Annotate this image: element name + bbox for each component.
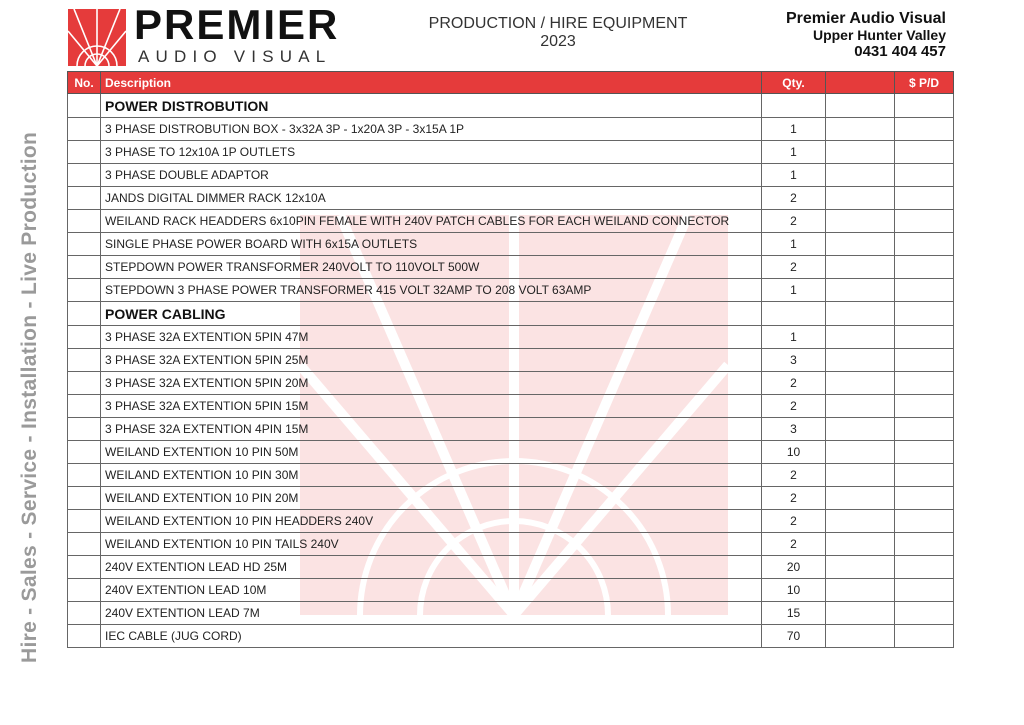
qty-cell: 1 bbox=[762, 141, 826, 164]
price-cell bbox=[895, 579, 954, 602]
qty-cell: 2 bbox=[762, 487, 826, 510]
table-row bbox=[68, 441, 954, 464]
description-cell: 240V EXTENTION LEAD HD 25M bbox=[101, 556, 762, 579]
qty-cell: 10 bbox=[762, 579, 826, 602]
description-cell: 3 PHASE 32A EXTENTION 5PIN 15M bbox=[101, 395, 762, 418]
price-cell bbox=[895, 441, 954, 464]
no-cell bbox=[68, 349, 101, 372]
price-cell bbox=[895, 372, 954, 395]
price-cell bbox=[895, 302, 954, 326]
no-cell bbox=[68, 372, 101, 395]
no-cell bbox=[68, 302, 101, 326]
qty-cell: 2 bbox=[762, 533, 826, 556]
description-cell: SINGLE PHASE POWER BOARD WITH 6x15A OUTLETS bbox=[101, 233, 762, 256]
table-row bbox=[68, 349, 954, 372]
no-cell bbox=[68, 441, 101, 464]
price-cell bbox=[895, 118, 954, 141]
blank-cell bbox=[826, 556, 895, 579]
description-cell: 3 PHASE 32A EXTENTION 5PIN 25M bbox=[101, 349, 762, 372]
no-cell bbox=[68, 279, 101, 302]
description-cell: 3 PHASE 32A EXTENTION 5PIN 47M bbox=[101, 326, 762, 349]
qty-cell: 15 bbox=[762, 602, 826, 625]
table-row bbox=[68, 372, 954, 395]
blank-cell bbox=[826, 579, 895, 602]
no-cell bbox=[68, 464, 101, 487]
blank-cell bbox=[826, 487, 895, 510]
brand-subtitle: AUDIO VISUAL bbox=[138, 47, 332, 66]
description-cell: 3 PHASE DISTROBUTION BOX - 3x32A 3P - 1x20A 3P - 3x15A 1P bbox=[101, 118, 762, 141]
qty-cell: 1 bbox=[762, 326, 826, 349]
no-cell bbox=[68, 94, 101, 118]
qty-cell: 1 bbox=[762, 118, 826, 141]
price-cell bbox=[895, 326, 954, 349]
description-cell: WEILAND RACK HEADDERS 6x10PIN FEMALE WITH 240V PATCH CABLES FOR EACH WEILAND CONNECTOR bbox=[101, 210, 762, 233]
blank-cell bbox=[826, 372, 895, 395]
blank-cell bbox=[826, 94, 895, 118]
table-row bbox=[68, 510, 954, 533]
description-cell: IEC CABLE (JUG CORD) bbox=[101, 625, 762, 648]
qty-cell: 10 bbox=[762, 441, 826, 464]
qty-cell: 1 bbox=[762, 279, 826, 302]
no-cell bbox=[68, 579, 101, 602]
table-row bbox=[68, 533, 954, 556]
table-row bbox=[68, 164, 954, 187]
blank-cell bbox=[826, 418, 895, 441]
qty-cell: 1 bbox=[762, 233, 826, 256]
qty-cell: 2 bbox=[762, 464, 826, 487]
section-row bbox=[68, 94, 954, 118]
price-cell bbox=[895, 256, 954, 279]
price-cell bbox=[895, 625, 954, 648]
description-cell: POWER DISTROBUTION bbox=[101, 94, 762, 118]
table-row bbox=[68, 326, 954, 349]
document-year: 2023 bbox=[540, 33, 576, 50]
price-cell bbox=[895, 349, 954, 372]
no-cell bbox=[68, 395, 101, 418]
table-row bbox=[68, 210, 954, 233]
qty-cell bbox=[762, 94, 826, 118]
price-cell bbox=[895, 533, 954, 556]
no-cell bbox=[68, 556, 101, 579]
table-row bbox=[68, 233, 954, 256]
document-title bbox=[400, 15, 716, 51]
blank-cell bbox=[826, 326, 895, 349]
table-row bbox=[68, 556, 954, 579]
header-description: Description bbox=[101, 72, 762, 94]
blank-cell bbox=[826, 279, 895, 302]
description-cell: WEILAND EXTENTION 10 PIN TAILS 240V bbox=[101, 533, 762, 556]
price-cell bbox=[895, 279, 954, 302]
no-cell bbox=[68, 118, 101, 141]
table-row bbox=[68, 395, 954, 418]
price-cell bbox=[895, 556, 954, 579]
blank-cell bbox=[826, 625, 895, 648]
blank-cell bbox=[826, 187, 895, 210]
side-tagline: Hire - Sales - Service - Installation - Live Production bbox=[18, 131, 41, 663]
price-cell bbox=[895, 210, 954, 233]
description-cell: STEPDOWN 3 PHASE POWER TRANSFORMER 415 VOLT 32AMP TO 208 VOLT 63AMP bbox=[101, 279, 762, 302]
qty-cell: 20 bbox=[762, 556, 826, 579]
price-cell bbox=[895, 418, 954, 441]
description-cell: 3 PHASE 32A EXTENTION 4PIN 15M bbox=[101, 418, 762, 441]
price-cell bbox=[895, 141, 954, 164]
qty-cell: 3 bbox=[762, 349, 826, 372]
qty-cell: 2 bbox=[762, 510, 826, 533]
price-cell bbox=[895, 487, 954, 510]
qty-cell: 70 bbox=[762, 625, 826, 648]
no-cell bbox=[68, 210, 101, 233]
blank-cell bbox=[826, 510, 895, 533]
premier-logo-icon bbox=[68, 9, 126, 66]
qty-cell: 2 bbox=[762, 187, 826, 210]
header-no: No. bbox=[68, 72, 101, 94]
no-cell bbox=[68, 533, 101, 556]
brand-name: PREMIER bbox=[134, 1, 340, 48]
blank-cell bbox=[826, 233, 895, 256]
company-info bbox=[786, 10, 946, 60]
no-cell bbox=[68, 418, 101, 441]
price-cell bbox=[895, 395, 954, 418]
no-cell bbox=[68, 141, 101, 164]
table-row bbox=[68, 279, 954, 302]
document-title-line1: PRODUCTION / HIRE EQUIPMENT bbox=[428, 15, 688, 32]
table-row bbox=[68, 141, 954, 164]
table-row bbox=[68, 187, 954, 210]
table-body bbox=[68, 94, 954, 648]
equipment-table bbox=[67, 71, 954, 648]
blank-cell bbox=[826, 164, 895, 187]
blank-cell bbox=[826, 395, 895, 418]
table-row bbox=[68, 418, 954, 441]
description-cell: WEILAND EXTENTION 10 PIN 30M bbox=[101, 464, 762, 487]
header-blank bbox=[826, 72, 895, 94]
header-price: $ P/D bbox=[895, 72, 954, 94]
qty-cell: 1 bbox=[762, 164, 826, 187]
table-header-row bbox=[68, 72, 954, 94]
description-cell: 3 PHASE 32A EXTENTION 5PIN 20M bbox=[101, 372, 762, 395]
blank-cell bbox=[826, 464, 895, 487]
description-cell: WEILAND EXTENTION 10 PIN 50M bbox=[101, 441, 762, 464]
qty-cell: 2 bbox=[762, 372, 826, 395]
description-cell: 240V EXTENTION LEAD 7M bbox=[101, 602, 762, 625]
section-row bbox=[68, 302, 954, 326]
description-cell: JANDS DIGITAL DIMMER RACK 12x10A bbox=[101, 187, 762, 210]
table-row bbox=[68, 487, 954, 510]
blank-cell bbox=[826, 256, 895, 279]
price-cell bbox=[895, 233, 954, 256]
blank-cell bbox=[826, 210, 895, 233]
description-cell: 3 PHASE TO 12x10A 1P OUTLETS bbox=[101, 141, 762, 164]
price-cell bbox=[895, 94, 954, 118]
description-cell: WEILAND EXTENTION 10 PIN HEADDERS 240V bbox=[101, 510, 762, 533]
table-row bbox=[68, 118, 954, 141]
table-row bbox=[68, 464, 954, 487]
no-cell bbox=[68, 510, 101, 533]
no-cell bbox=[68, 187, 101, 210]
blank-cell bbox=[826, 602, 895, 625]
description-cell: 3 PHASE DOUBLE ADAPTOR bbox=[101, 164, 762, 187]
table-row bbox=[68, 602, 954, 625]
description-cell: POWER CABLING bbox=[101, 302, 762, 326]
qty-cell: 2 bbox=[762, 395, 826, 418]
no-cell bbox=[68, 487, 101, 510]
description-cell: STEPDOWN POWER TRANSFORMER 240VOLT TO 110VOLT 500W bbox=[101, 256, 762, 279]
company-name: Premier Audio Visual bbox=[785, 10, 946, 27]
qty-cell: 2 bbox=[762, 210, 826, 233]
table-row bbox=[68, 579, 954, 602]
price-cell bbox=[895, 602, 954, 625]
no-cell bbox=[68, 256, 101, 279]
header-qty: Qty. bbox=[762, 72, 826, 94]
blank-cell bbox=[826, 118, 895, 141]
qty-cell: 2 bbox=[762, 256, 826, 279]
no-cell bbox=[68, 233, 101, 256]
no-cell bbox=[68, 602, 101, 625]
description-cell: WEILAND EXTENTION 10 PIN 20M bbox=[101, 487, 762, 510]
blank-cell bbox=[826, 533, 895, 556]
qty-cell: 3 bbox=[762, 418, 826, 441]
no-cell bbox=[68, 326, 101, 349]
no-cell bbox=[68, 164, 101, 187]
description-cell: 240V EXTENTION LEAD 10M bbox=[101, 579, 762, 602]
table-row bbox=[68, 256, 954, 279]
company-region: Upper Hunter Valley bbox=[812, 27, 946, 43]
blank-cell bbox=[826, 302, 895, 326]
qty-cell bbox=[762, 302, 826, 326]
blank-cell bbox=[826, 349, 895, 372]
price-cell bbox=[895, 164, 954, 187]
price-cell bbox=[895, 464, 954, 487]
table-row bbox=[68, 625, 954, 648]
price-cell bbox=[895, 187, 954, 210]
company-phone: 0431 404 457 bbox=[854, 43, 946, 60]
price-cell bbox=[895, 510, 954, 533]
blank-cell bbox=[826, 441, 895, 464]
blank-cell bbox=[826, 141, 895, 164]
no-cell bbox=[68, 625, 101, 648]
